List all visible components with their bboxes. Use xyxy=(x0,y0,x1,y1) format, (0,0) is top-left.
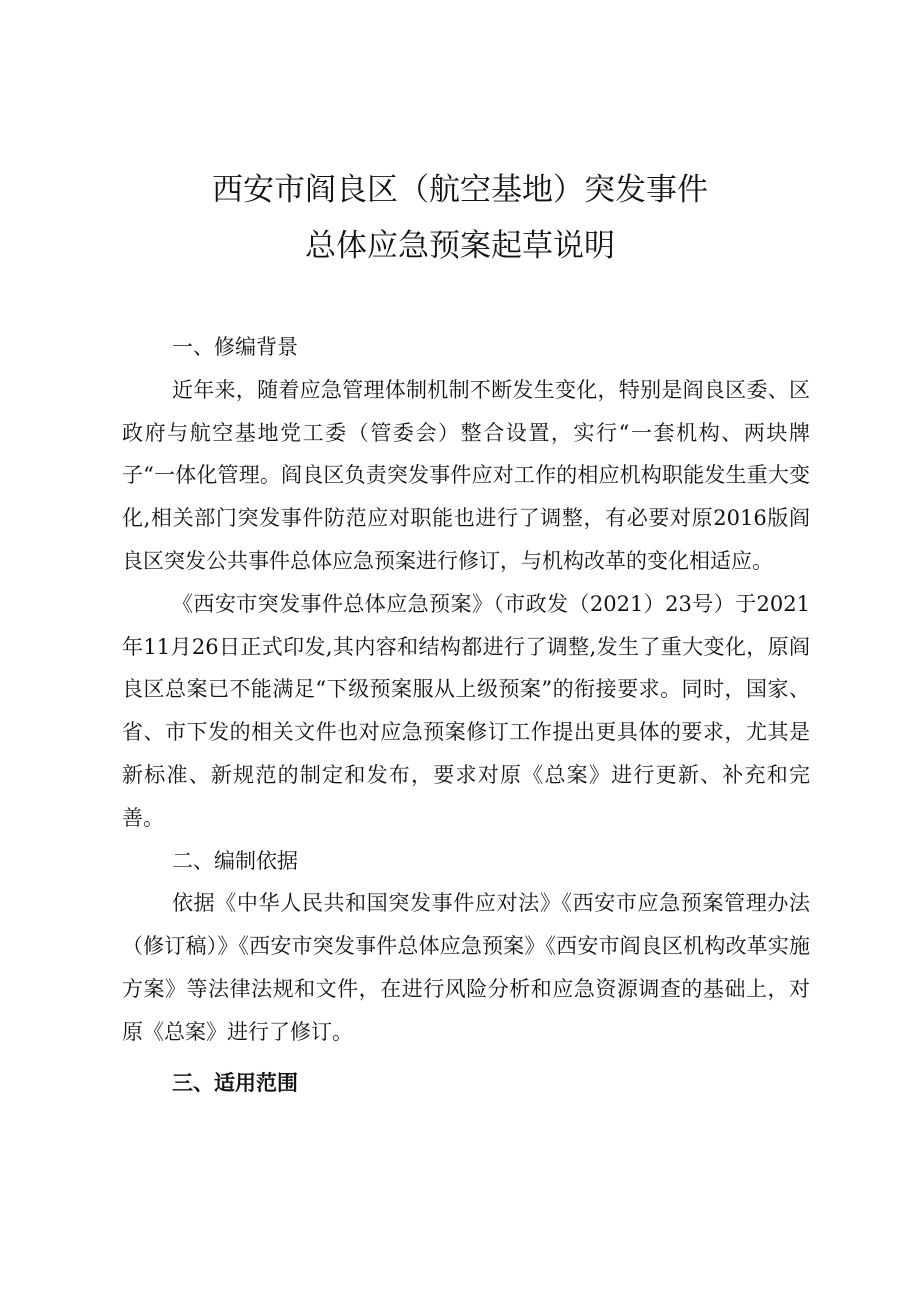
section-2-paragraph-1: 依据《中华人民共和国突发事件应对法》《西安市应急预案管理办法（修订稿）》《西安市突发事件总体应急预案》《西安市阎良区机构改革实施方案》等法律法规和文件，在进行风险分析和应急资源调查的基础上，对原《总案》进行了修订。 xyxy=(122,891,810,1044)
section-2-heading: 二、编制依据 xyxy=(172,848,298,873)
title-line-1: 西安市阎良区（航空基地）突发事件 xyxy=(212,172,708,208)
title-line-2: 总体应急预案起草说明 xyxy=(305,228,615,264)
section-1-paragraph-1: 近年来，随着应急管理体制机制不断发生变化，特别是阎良区委、区政府与航空基地党工委（管委会）整合设置，实行“一套机构、两块牌子“一体化管理。阎良区负责突发事件应对工作的相应机构职能发生重大变化,相关部门突发事件防范应对职能也进行了调整，有必要对原2016版阎良区突发公共事件总体应急预案进行修订，与机构改革的变化相适应。 xyxy=(122,377,810,573)
section-1-heading: 一、修编背景 xyxy=(172,335,298,359)
section-spacer xyxy=(122,1054,810,1062)
document-title xyxy=(0,162,920,274)
section-3-heading: 三、适用范围 xyxy=(172,1069,298,1095)
section-1-paragraph-2: 《西安市突发事件总体应急预案》（市政发（2021）23号）于2021年11月26日正式印发,其内容和结构都进行了调整,发生了重大变化，原阎良区总案已不能满足“下级预案服从上级预案”的衔接要求。同时，国家、省、市下发的相关文件也对应急预案修订工作提出更具体的要求，尤其是新标准、新规范的制定和发布，要求对原《总案》进行更新、补充和完善。 xyxy=(122,591,810,830)
document-body xyxy=(122,326,810,1104)
